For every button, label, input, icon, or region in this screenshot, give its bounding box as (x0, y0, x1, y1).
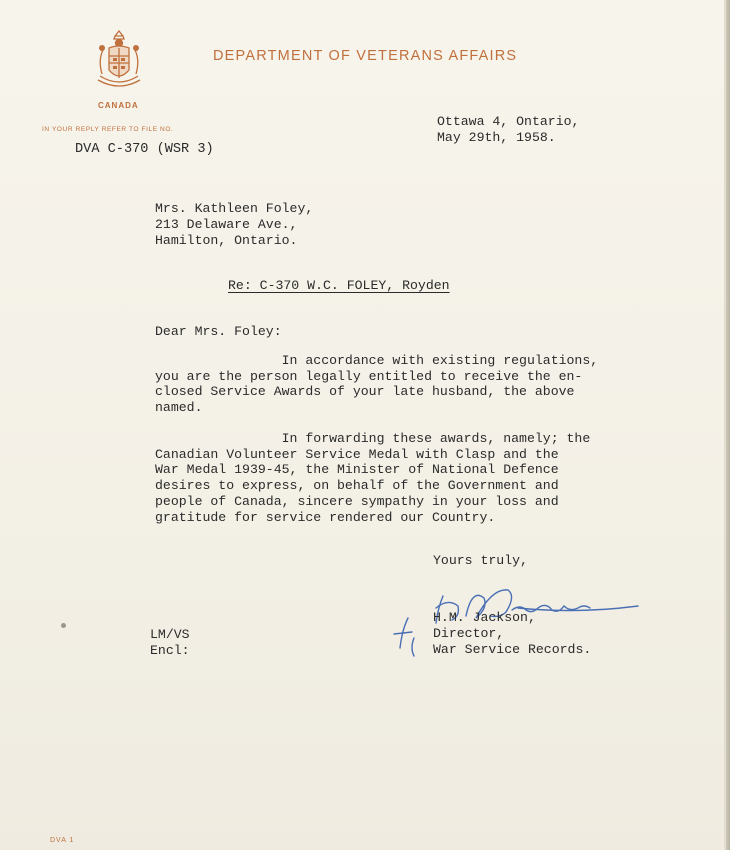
paragraph-2-line: Canadian Volunteer Service Medal with Clasp and the (155, 446, 559, 462)
recipient-city: Hamilton, Ontario. (155, 233, 298, 248)
recipient-street: 213 Delaware Ave., (155, 217, 298, 232)
paragraph-2-line: gratitude for service rendered our Country. (155, 509, 496, 525)
paragraph-2-line: In forwarding these awards, namely; the (155, 431, 591, 446)
paper-blemish (61, 623, 66, 628)
paragraph-2-line: War Medal 1939-45, the Minister of National Defence (155, 462, 559, 478)
signatory-office: War Service Records. (433, 642, 592, 657)
reply-reference-note: IN YOUR REPLY REFER TO FILE NO. (42, 126, 174, 133)
paragraph-2-line: people of Canada, sincere sympathy in your loss and (155, 493, 559, 509)
subject-line: Re: C-370 W.C. FOLEY, Royden (228, 278, 450, 293)
paragraph-1-line: closed Service Awards of your late husband, the above (155, 384, 575, 400)
signatory-name: H.M. Jackson, (433, 610, 536, 625)
file-number: DVA C-370 (WSR 3) (75, 142, 214, 157)
paragraph-2-line: desires to express, on behalf of the Government and (155, 478, 559, 494)
page-edge (726, 0, 730, 850)
closing: Yours truly, (433, 553, 528, 568)
typist-initials: LM/VS (150, 627, 190, 642)
canada-coat-of-arms-emblem (94, 30, 144, 92)
paragraph-2 (155, 431, 590, 525)
country-label: CANADA (98, 101, 139, 110)
paragraph-1 (155, 353, 598, 416)
recipient-name: Mrs. Kathleen Foley, (155, 201, 314, 216)
dateline-place: Ottawa 4, Ontario, (437, 114, 580, 129)
enclosure-note: Encl: (150, 643, 190, 658)
paragraph-1-line: you are the person legally entitled to receive the en- (155, 368, 583, 384)
signatory-title: Director, (433, 626, 505, 641)
dateline-date: May 29th, 1958. (437, 130, 556, 145)
paragraph-1-line: named. (155, 400, 203, 416)
department-heading: DEPARTMENT OF VETERANS AFFAIRS (213, 48, 518, 64)
salutation: Dear Mrs. Foley: (155, 324, 282, 339)
form-code: DVA 1 (50, 837, 75, 844)
paragraph-1-line: In accordance with existing regulations, (155, 353, 599, 368)
